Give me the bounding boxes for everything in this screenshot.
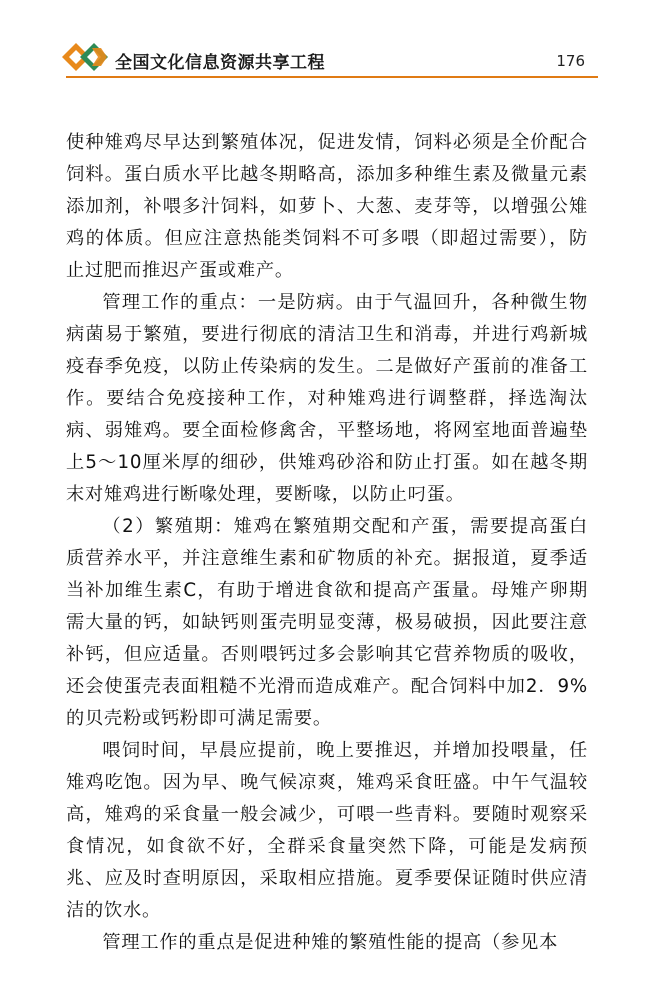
page-body <box>66 127 588 959</box>
paragraph-1: 使种雉鸡尽早达到繁殖体况，促进发情，饲料必须是全价配合饲料。蛋白质水平比越冬期略高，添加多种维生素及微量元素添加剂，补喂多汁饲料，如萝卜、大葱、麦芽等，以增强公雉鸡的体质。但应注意热能类饲料不可多喂（即超过需要），防止过肥而推迟产蛋或难产。 <box>66 132 588 281</box>
header-divider <box>66 76 598 78</box>
paragraph-4: 喂饲时间，早晨应提前，晚上要推迟，并增加投喂量，任雉鸡吃饱。因为早、晚气候凉爽，雉鸡采食旺盛。中午气温较高，雉鸡的采食量一般会减少，可喂一些青料。要随时观察采食情况，如食欲不好，全群采食量突然下降，可能是发病预兆、应及时查明原因，采取相应措施。夏季要保证随时供应清洁的饮水。 <box>66 740 588 921</box>
paragraph-3: （2）繁殖期：雉鸡在繁殖期交配和产蛋，需要提高蛋白质营养水平，并注意维生素和矿物质的补充。据报道，夏季适当补加维生素C，有助于增进食欲和提高产蛋量。母雉产卵期需大量的钙，如缺钙则蛋壳明显变薄，极易破损，因此要注意补钙，但应适量。否则喂钙过多会影响其它营养物质的吸收，还会使蛋壳表面粗糙不光滑而造成难产。配合饲料中加2．9%的贝壳粉或钙粉即可满足需要。 <box>66 516 588 729</box>
paragraph-2: 管理工作的重点：一是防病。由于气温回升，各种微生物病菌易于繁殖，要进行彻底的清洁卫生和消毒，并进行鸡新城疫春季免疫，以防止传染病的发生。二是做好产蛋前的准备工作。要结合免疫接种工作，对种雉鸡进行调整群，择选淘汰病、弱雉鸡。要全面检修禽舍，平整场地，将网室地面普遍垫上5～10厘米厚的细砂，供雉鸡砂浴和防止打蛋。如在越冬期末对雉鸡进行断喙处理，要断喙，以防止叼蛋。 <box>66 292 588 505</box>
page-number: 176 <box>556 52 585 70</box>
paragraph-5: 管理工作的重点是促进种雉的繁殖性能的提高（参见本 <box>102 932 559 953</box>
page-header <box>0 0 646 80</box>
project-logo-icon <box>62 40 114 74</box>
header-title: 全国文化信息资源共享工程 <box>115 53 325 73</box>
